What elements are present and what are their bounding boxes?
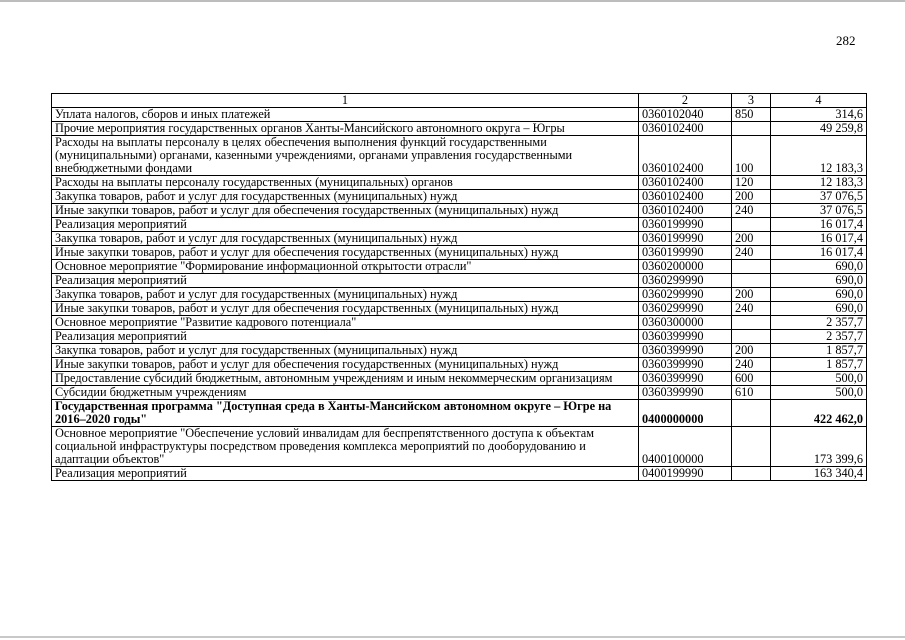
- row-type-cell: 200: [732, 232, 771, 246]
- row-name-cell: Основное мероприятие "Формирование информационной открытости отрасли": [52, 260, 639, 274]
- row-type-cell: 100: [732, 136, 771, 176]
- page-number: 282: [836, 33, 856, 48]
- row-type-cell: [732, 400, 771, 427]
- row-type-cell: 200: [732, 344, 771, 358]
- row-code-cell: 0400199990: [639, 467, 732, 481]
- row-type-cell: [732, 330, 771, 344]
- row-name-cell: Иные закупки товаров, работ и услуг для обеспечения государственных (муниципальных) нужд: [52, 302, 639, 316]
- row-sum-cell: 314,6: [771, 108, 867, 122]
- row-sum-cell: 37 076,5: [771, 204, 867, 218]
- table-row: [52, 232, 867, 246]
- row-sum-cell: 2 357,7: [771, 316, 867, 330]
- row-code-cell: 0360102400: [639, 122, 732, 136]
- row-name-cell: Иные закупки товаров, работ и услуг для обеспечения государственных (муниципальных) нужд: [52, 358, 639, 372]
- row-sum-cell: 16 017,4: [771, 246, 867, 260]
- row-name-cell: Государственная программа "Доступная среда в Ханты-Мансийском автономном округе – Югре на 2016–2020 годы": [52, 400, 639, 427]
- row-sum-cell: 163 340,4: [771, 467, 867, 481]
- row-sum-cell: 1 857,7: [771, 358, 867, 372]
- row-name-cell: Расходы на выплаты персоналу государственных (муниципальных) органов: [52, 176, 639, 190]
- row-name-cell: Реализация мероприятий: [52, 218, 639, 232]
- row-sum-cell: 690,0: [771, 260, 867, 274]
- table-row: [52, 190, 867, 204]
- table-row: [52, 122, 867, 136]
- header-row: [52, 94, 867, 108]
- row-name-cell: Реализация мероприятий: [52, 274, 639, 288]
- row-name-cell: Иные закупки товаров, работ и услуг для обеспечения государственных (муниципальных) нужд: [52, 204, 639, 218]
- row-sum-cell: 422 462,0: [771, 400, 867, 427]
- row-name-cell: Закупка товаров, работ и услуг для государственных (муниципальных) нужд: [52, 344, 639, 358]
- row-code-cell: 0400100000: [639, 427, 732, 467]
- table-row: [52, 372, 867, 386]
- header-col-1: 1: [52, 94, 639, 108]
- row-type-cell: 610: [732, 386, 771, 400]
- row-sum-cell: 500,0: [771, 372, 867, 386]
- row-sum-cell: 37 076,5: [771, 190, 867, 204]
- row-sum-cell: 690,0: [771, 288, 867, 302]
- table-row: [52, 316, 867, 330]
- row-code-cell: 0360399990: [639, 330, 732, 344]
- row-name-cell: Основное мероприятие "Развитие кадрового потенциала": [52, 316, 639, 330]
- row-code-cell: 0360102400: [639, 204, 732, 218]
- table-row: [52, 467, 867, 481]
- row-type-cell: 240: [732, 302, 771, 316]
- table-row: [52, 246, 867, 260]
- table-row: [52, 330, 867, 344]
- row-name-cell: Расходы на выплаты персоналу в целях обеспечения выполнения функций государственными (муниципальными) органами, казенными учреждениями, органами управления государственными внебюджетными фондами: [52, 136, 639, 176]
- row-type-cell: [732, 218, 771, 232]
- row-name-cell: Прочие мероприятия государственных органов Ханты-Мансийского автономного округа – Югры: [52, 122, 639, 136]
- row-code-cell: 0360199990: [639, 232, 732, 246]
- row-code-cell: 0400000000: [639, 400, 732, 427]
- table-body: [52, 108, 867, 481]
- table-row: [52, 386, 867, 400]
- table-row: [52, 176, 867, 190]
- row-type-cell: [732, 122, 771, 136]
- row-code-cell: 0360299990: [639, 288, 732, 302]
- row-type-cell: [732, 316, 771, 330]
- table-row: [52, 204, 867, 218]
- header-col-3: 3: [732, 94, 771, 108]
- table-row: [52, 358, 867, 372]
- row-name-cell: Закупка товаров, работ и услуг для государственных (муниципальных) нужд: [52, 232, 639, 246]
- row-code-cell: 0360200000: [639, 260, 732, 274]
- row-name-cell: Уплата налогов, сборов и иных платежей: [52, 108, 639, 122]
- row-sum-cell: 690,0: [771, 274, 867, 288]
- row-name-cell: Субсидии бюджетным учреждениям: [52, 386, 639, 400]
- row-name-cell: Закупка товаров, работ и услуг для государственных (муниципальных) нужд: [52, 288, 639, 302]
- table-row: [52, 344, 867, 358]
- row-code-cell: 0360300000: [639, 316, 732, 330]
- row-code-cell: 0360102040: [639, 108, 732, 122]
- row-code-cell: 0360399990: [639, 358, 732, 372]
- row-name-cell: Иные закупки товаров, работ и услуг для обеспечения государственных (муниципальных) нужд: [52, 246, 639, 260]
- row-type-cell: [732, 467, 771, 481]
- row-name-cell: Реализация мероприятий: [52, 467, 639, 481]
- row-sum-cell: 49 259,8: [771, 122, 867, 136]
- row-type-cell: 200: [732, 190, 771, 204]
- row-name-cell: Реализация мероприятий: [52, 330, 639, 344]
- table-row: [52, 218, 867, 232]
- row-type-cell: [732, 274, 771, 288]
- table-row: [52, 260, 867, 274]
- row-type-cell: 240: [732, 204, 771, 218]
- scan-bottom-edge: [0, 636, 905, 638]
- row-code-cell: 0360399990: [639, 372, 732, 386]
- row-sum-cell: 16 017,4: [771, 232, 867, 246]
- row-sum-cell: 500,0: [771, 386, 867, 400]
- row-name-cell: Предоставление субсидий бюджетным, автономным учреждениям и иным некоммерческим организациям: [52, 372, 639, 386]
- row-type-cell: 600: [732, 372, 771, 386]
- row-code-cell: 0360299990: [639, 274, 732, 288]
- row-code-cell: 0360199990: [639, 218, 732, 232]
- header-col-2: 2: [639, 94, 732, 108]
- row-sum-cell: 12 183,3: [771, 176, 867, 190]
- row-sum-cell: 690,0: [771, 302, 867, 316]
- row-type-cell: 120: [732, 176, 771, 190]
- row-sum-cell: 12 183,3: [771, 136, 867, 176]
- row-name-cell: Закупка товаров, работ и услуг для государственных (муниципальных) нужд: [52, 190, 639, 204]
- table-row: [52, 302, 867, 316]
- row-code-cell: 0360399990: [639, 386, 732, 400]
- row-type-cell: 240: [732, 246, 771, 260]
- table-row: [52, 288, 867, 302]
- budget-table: [51, 93, 867, 481]
- table-row: [52, 136, 867, 176]
- row-type-cell: [732, 427, 771, 467]
- row-code-cell: 0360102400: [639, 136, 732, 176]
- row-code-cell: 0360199990: [639, 246, 732, 260]
- row-type-cell: 200: [732, 288, 771, 302]
- row-sum-cell: 173 399,6: [771, 427, 867, 467]
- row-code-cell: 0360102400: [639, 176, 732, 190]
- table-row: [52, 274, 867, 288]
- row-code-cell: 0360102400: [639, 190, 732, 204]
- row-sum-cell: 16 017,4: [771, 218, 867, 232]
- header-col-4: 4: [771, 94, 867, 108]
- row-name-cell: Основное мероприятие "Обеспечение условий инвалидам для беспрепятственного доступа к объектам социальной инфраструктуры посредством проведения комплекса мероприятий по дооборудованию и адаптации объектов": [52, 427, 639, 467]
- row-code-cell: 0360399990: [639, 344, 732, 358]
- row-sum-cell: 1 857,7: [771, 344, 867, 358]
- table-row: [52, 108, 867, 122]
- table-row: [52, 400, 867, 427]
- table-row: [52, 427, 867, 467]
- scan-top-edge: [0, 0, 905, 2]
- row-type-cell: 850: [732, 108, 771, 122]
- row-sum-cell: 2 357,7: [771, 330, 867, 344]
- row-type-cell: 240: [732, 358, 771, 372]
- row-type-cell: [732, 260, 771, 274]
- row-code-cell: 0360299990: [639, 302, 732, 316]
